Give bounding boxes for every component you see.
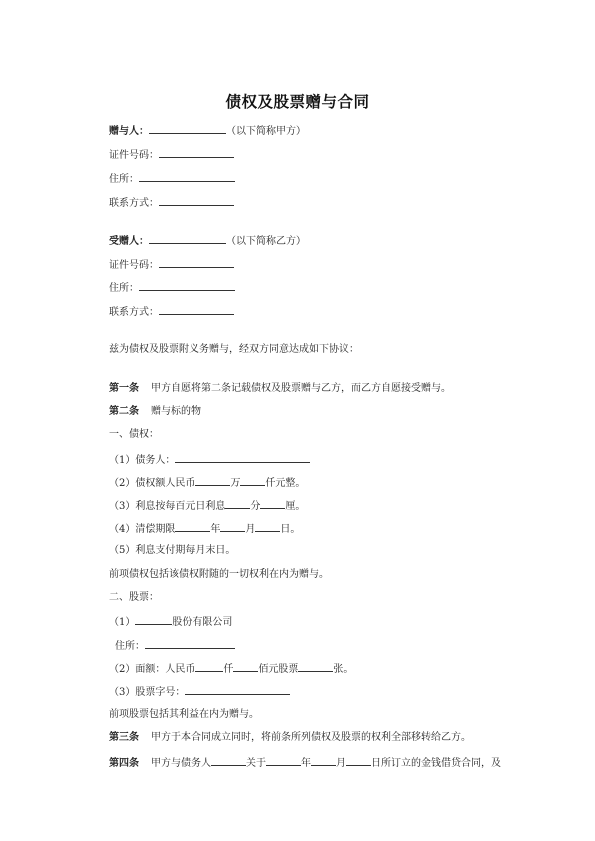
donee-address-blank[interactable] xyxy=(139,280,235,291)
preamble: 兹为债权及股票附义务赠与，经双方同意达成如下协议： xyxy=(109,344,359,355)
donee-contact-label: 联系方式： xyxy=(109,307,159,318)
document-title: 债权及股票赠与合同 xyxy=(225,93,370,111)
donor-address-label: 住所： xyxy=(109,174,139,185)
donor-contact-line xyxy=(109,195,234,211)
donee-contact-blank[interactable] xyxy=(159,304,234,315)
donee-line xyxy=(109,233,306,249)
stock-number-blank[interactable] xyxy=(185,684,290,695)
donor-label: 赠与人： xyxy=(109,126,149,137)
company-name-blank[interactable] xyxy=(135,614,172,625)
debtor-label: （1）债务人： xyxy=(109,455,176,466)
stock-item-1-number: （1） xyxy=(109,617,136,628)
article-1 xyxy=(109,382,451,396)
debt-wan-unit: 万 xyxy=(230,478,241,489)
debtor-blank[interactable] xyxy=(175,452,310,463)
loan-year-unit: 年 xyxy=(301,758,311,769)
donor-id-blank[interactable] xyxy=(159,147,234,158)
donee-id-blank[interactable] xyxy=(159,257,234,268)
donee-name-blank[interactable] xyxy=(149,233,226,244)
donee-id-label: 证件号码： xyxy=(109,260,159,271)
due-day-blank[interactable] xyxy=(255,521,280,532)
stock-address-line xyxy=(115,638,235,654)
article-1-heading: 第一条 xyxy=(109,383,139,394)
debt-heading: 一、债权： xyxy=(109,429,159,440)
article-2 xyxy=(109,405,201,419)
article-3-text: 甲方于本合同成立同时，将前条所列债权及股票的权利全部移转给乙方。 xyxy=(151,732,471,743)
share-count-blank[interactable] xyxy=(298,661,333,672)
debt-qian-blank[interactable] xyxy=(240,475,265,486)
debt-item-3 xyxy=(109,498,305,514)
article-4-text-5: 日所订立的金钱借贷合同，及 xyxy=(371,758,501,769)
article-2-heading: 第二条 xyxy=(109,406,139,417)
debtor-name-blank[interactable] xyxy=(211,755,246,766)
article-2-text: 赠与标的物 xyxy=(151,406,201,417)
article-1-text: 甲方自愿将第二条记载债权及股票赠与乙方，而乙方自愿接受赠与。 xyxy=(151,383,451,394)
stock-heading: 二、股票： xyxy=(109,592,159,603)
stock-address-label: 住所： xyxy=(115,641,145,652)
interest-li-blank[interactable] xyxy=(260,498,285,509)
debt-qian-unit: 仟元整。 xyxy=(265,478,306,489)
article-4-text-1: 甲方与债务人 xyxy=(151,758,211,769)
stock-item-3 xyxy=(109,684,290,700)
donee-contact-line xyxy=(109,304,234,320)
debt-wan-blank[interactable] xyxy=(195,475,230,486)
donee-address-line xyxy=(109,280,235,296)
donor-id-label: 证件号码： xyxy=(109,150,159,161)
donor-contact-blank[interactable] xyxy=(159,195,234,206)
donor-note: （以下简称甲方） xyxy=(226,126,306,137)
donee-note: （以下简称乙方） xyxy=(226,236,306,247)
interest-li-unit: 厘。 xyxy=(285,501,306,512)
article-3 xyxy=(109,731,471,745)
face-qian-unit: 仟 xyxy=(223,664,234,675)
debt-amount-label: （2）债权额人民币 xyxy=(109,478,196,489)
face-bai-unit: 佰元股票 xyxy=(258,664,299,675)
loan-year-blank[interactable] xyxy=(266,755,301,766)
stock-number-label: （3）股票字号： xyxy=(109,687,186,698)
stock-note: 前项股票包括其利益在内为赠与。 xyxy=(109,709,259,720)
stock-address-blank[interactable] xyxy=(145,638,235,649)
donee-id-line xyxy=(109,257,234,273)
article-4 xyxy=(109,755,501,771)
donor-line xyxy=(109,123,306,139)
loan-day-blank[interactable] xyxy=(346,755,371,766)
article-3-heading: 第三条 xyxy=(109,732,139,743)
company-suffix: 股份有限公司 xyxy=(172,617,233,628)
due-day-unit: 日。 xyxy=(280,524,301,535)
debt-item-2 xyxy=(109,475,305,491)
due-month-unit: 月 xyxy=(245,524,256,535)
due-month-blank[interactable] xyxy=(220,521,245,532)
due-year-unit: 年 xyxy=(210,524,221,535)
interest-fen-blank[interactable] xyxy=(225,498,250,509)
interest-fen-unit: 分 xyxy=(250,501,261,512)
donee-label: 受赠人： xyxy=(109,236,149,247)
due-year-blank[interactable] xyxy=(175,521,210,532)
interest-label: （3）利息按每百元日利息 xyxy=(109,501,226,512)
debt-item-5: （5）利息支付期每月末日。 xyxy=(109,545,236,556)
article-4-heading: 第四条 xyxy=(109,758,139,769)
article-4-text-2: 关于 xyxy=(246,758,266,769)
share-count-unit: 张。 xyxy=(333,664,354,675)
due-date-label: （4）清偿期限 xyxy=(109,524,176,535)
face-value-label: （2）面额：人民币 xyxy=(109,664,196,675)
loan-month-unit: 月 xyxy=(336,758,346,769)
donor-id-line xyxy=(109,147,234,163)
face-qian-blank[interactable] xyxy=(195,661,223,672)
donor-address-line xyxy=(109,171,235,187)
debt-note: 前项债权包括该债权附随的一切权利在内为赠与。 xyxy=(109,569,329,580)
donee-address-label: 住所： xyxy=(109,283,139,294)
stock-item-2 xyxy=(109,661,353,677)
debt-item-1 xyxy=(109,452,310,468)
debt-item-4 xyxy=(109,521,300,537)
stock-item-1 xyxy=(109,614,232,630)
donor-contact-label: 联系方式： xyxy=(109,198,159,209)
loan-month-blank[interactable] xyxy=(311,755,336,766)
face-bai-blank[interactable] xyxy=(233,661,258,672)
donor-address-blank[interactable] xyxy=(139,171,235,182)
donor-name-blank[interactable] xyxy=(149,123,226,134)
